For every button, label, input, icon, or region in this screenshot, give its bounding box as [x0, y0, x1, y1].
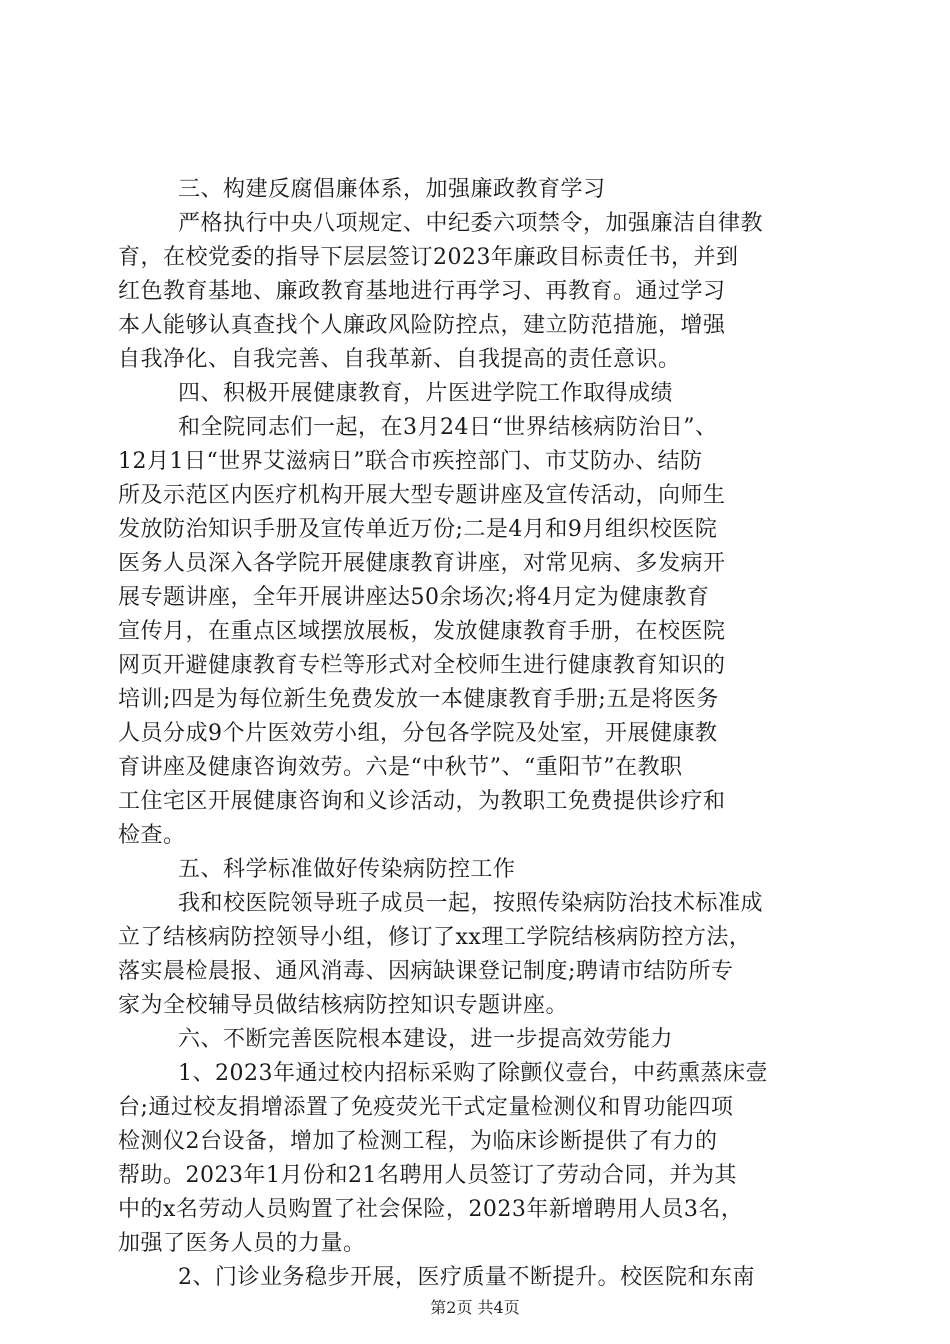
paragraph-line: 1、2023年通过校内招标采购了除颤仪壹台，中药熏蒸床壹 — [178, 1061, 768, 1086]
paragraph-line: 发放防治知识手册及宣传单近万份;二是4月和9月组织校医院 — [118, 517, 718, 542]
paragraph-line: 本人能够认真查找个人廉政风险防控点，建立防范措施，增强 — [118, 313, 726, 338]
paragraph-line: 育，在校党委的指导下层层签订2023年廉政目标责任书，并到 — [118, 245, 739, 270]
paragraph-line: 红色教育基地、廉政教育基地进行再学习、再教育。通过学习 — [118, 279, 726, 304]
paragraph-line: 医务人员深入各学院开展健康教育讲座，对常见病、多发病开 — [118, 551, 726, 576]
section-heading: 四、积极开展健康教育，片医进学院工作取得成绩 — [178, 381, 674, 406]
paragraph-line: 育讲座及健康咨询效劳。六是“中秋节”、“重阳节”在教职 — [118, 755, 683, 780]
paragraph-line: 中的x名劳动人员购置了社会保险，2023年新增聘用人员3名， — [118, 1197, 744, 1222]
paragraph-line: 网页开避健康教育专栏等形式对全校师生进行健康教育知识的 — [118, 653, 726, 678]
paragraph-line: 立了结核病防控领导小组，修订了xx理工学院结核病防控方法， — [118, 925, 752, 950]
paragraph-line: 落实晨检晨报、通风消毒、因病缺课登记制度;聘请市结防所专 — [118, 959, 734, 984]
section-heading: 六、不断完善医院根本建设，进一步提高效劳能力 — [178, 1027, 674, 1052]
paragraph-line: 台;通过校友捐增添置了免疫荧光干式定量检测仪和胃功能四项 — [118, 1095, 734, 1120]
paragraph-line: 人员分成9个片医效劳小组，分包各学院及处室，开展健康教 — [118, 721, 718, 746]
paragraph-line: 培训;四是为每位新生免费发放一本健康教育手册;五是将医务 — [118, 687, 719, 712]
paragraph-line: 12月1日“世界艾滋病日”联合市疾控部门、市艾防办、结防 — [118, 449, 703, 474]
page-number-footer: 第2页 共4页 — [430, 1298, 520, 1317]
paragraph-line: 帮助。2023年1月份和21名聘用人员签订了劳动合同，并为其 — [118, 1163, 737, 1188]
paragraph-line: 宣传月，在重点区域摆放展板，发放健康教育手册，在校医院 — [118, 619, 726, 644]
paragraph-line: 所及示范区内医疗机构开展大型专题讲座及宣传活动，向师生 — [118, 483, 726, 508]
paragraph-line: 家为全校辅导员做结核病防控知识专题讲座。 — [118, 993, 569, 1018]
paragraph-line: 自我净化、自我完善、自我革新、自我提高的责任意识。 — [118, 347, 681, 372]
paragraph-line: 检测仪2台设备，增加了检测工程，为临床诊断提供了有力的 — [118, 1129, 718, 1154]
paragraph-line: 2、门诊业务稳步开展，医疗质量不断提升。校医院和东南 — [178, 1265, 755, 1290]
paragraph-line: 和全院同志们一起，在3月24日“世界结核病防治日”、 — [178, 415, 718, 440]
paragraph-line: 检查。 — [118, 823, 186, 848]
paragraph-line: 工住宅区开展健康咨询和义诊活动，为教职工免费提供诊疗和 — [118, 789, 726, 814]
section-heading: 三、构建反腐倡廉体系，加强廉政教育学习 — [178, 177, 606, 202]
section-heading: 五、科学标准做好传染病防控工作 — [178, 857, 516, 882]
paragraph-line: 我和校医院领导班子成员一起，按照传染病防治技术标准成 — [178, 891, 764, 916]
paragraph-line: 展专题讲座，全年开展讲座达50余场次;将4月定为健康教育 — [118, 585, 710, 610]
paragraph-line: 严格执行中央八项规定、中纪委六项禁令，加强廉洁自律教 — [178, 211, 764, 236]
paragraph-line: 加强了医务人员的力量。 — [118, 1231, 366, 1256]
